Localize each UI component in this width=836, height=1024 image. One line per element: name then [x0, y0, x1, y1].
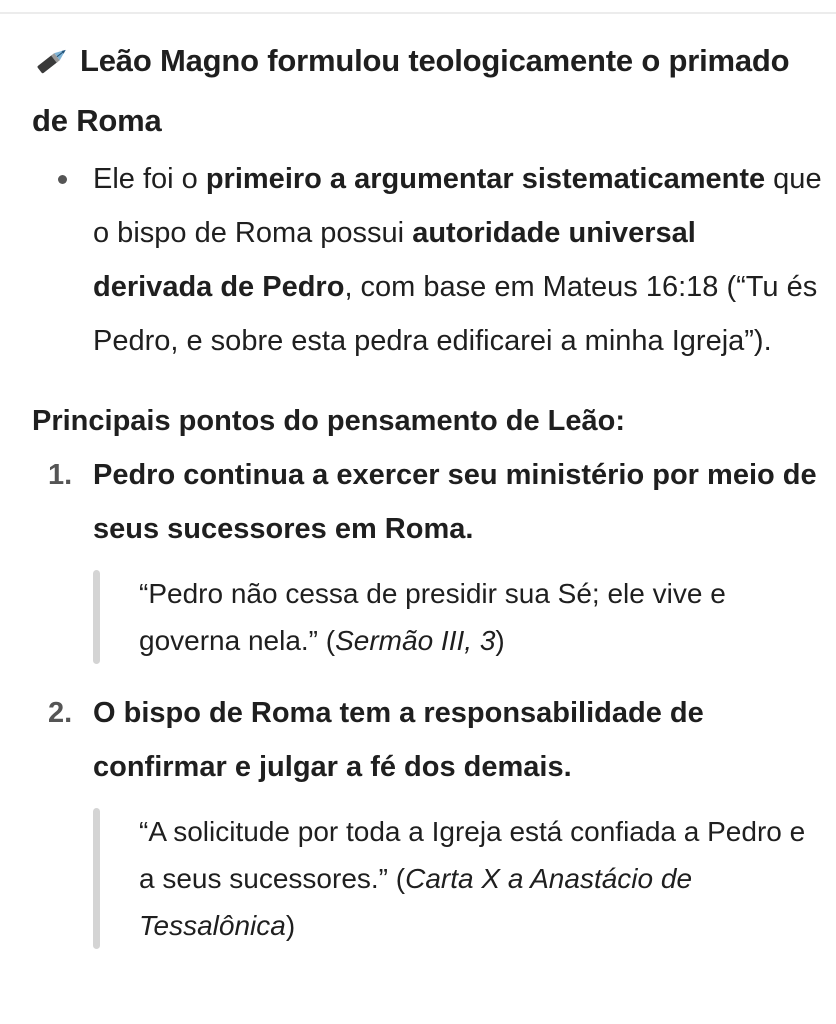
pen-icon — [32, 40, 72, 94]
subsection-title: Principais pontos do pensamento de Leão: — [32, 405, 625, 437]
top-divider — [0, 12, 836, 14]
quote-end: ) — [495, 625, 505, 656]
quote-source: Sermão III, 3 — [335, 625, 496, 656]
bullet-text-part: , com base em Mateus 16:18 (“Tu és Pedro, e sobre esta pedra edificarei a minha Igreja”). — [93, 271, 818, 357]
bullet-bold-part: primeiro a argumentar sistematicamente — [205, 163, 766, 195]
blockquote — [93, 570, 822, 664]
bullet-list — [32, 152, 822, 368]
numbered-list — [32, 448, 822, 556]
bullet-dot-icon — [58, 175, 67, 184]
numbered-item — [32, 686, 822, 794]
bullet-text-part: que o bispo de Roma possui — [93, 163, 822, 249]
bullet-item — [32, 152, 822, 368]
message-content — [32, 34, 822, 949]
blockquote — [93, 808, 822, 949]
quote-bar — [93, 808, 100, 949]
quote-source: Carta X a Anastácio de Tessalônica — [139, 863, 693, 941]
numbered-item — [32, 448, 822, 556]
quote-text: “Pedro não cessa de presidir sua Sé; ele vive e governa nela.” ( — [139, 578, 726, 656]
point-text: Pedro continua a exercer seu ministério por meio de seus sucessores em Roma. — [93, 459, 817, 545]
numbered-list — [32, 686, 822, 794]
bullet-bold-part: autoridade universal derivada de Pedro — [93, 217, 696, 303]
quote-bar — [93, 570, 100, 664]
quote-text: “A solicitude por toda a Igreja está confiada a Pedro e a seus sucessores.” ( — [139, 816, 806, 894]
section-heading — [32, 34, 822, 148]
list-number: 1. — [48, 459, 73, 491]
heading-text: Leão Magno formulou teologicamente o primado de Roma — [32, 43, 790, 138]
bullet-text-part: Ele foi o — [93, 163, 206, 195]
quote-end: ) — [285, 910, 296, 941]
point-text: O bispo de Roma tem a responsabilidade de confirmar e julgar a fé dos demais. — [93, 697, 704, 783]
list-number: 2. — [48, 697, 73, 729]
